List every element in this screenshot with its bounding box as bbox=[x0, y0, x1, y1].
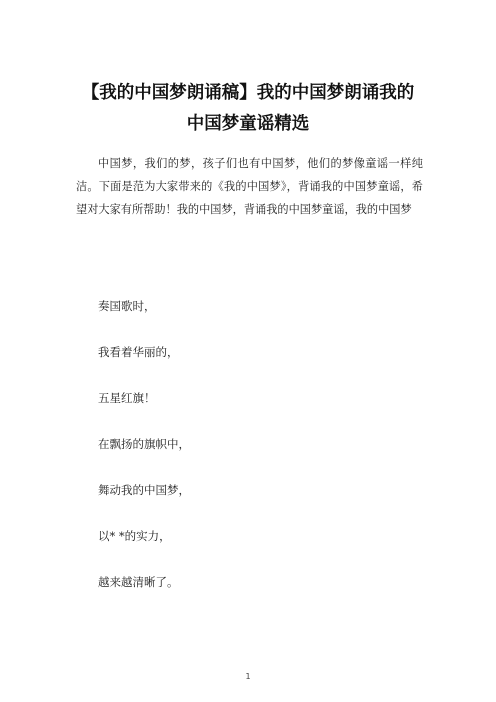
poem-line: 舞动我的中国梦， bbox=[98, 483, 190, 497]
title-line-1: 【我的中国梦朗诵稿】我的中国梦朗诵我的 bbox=[81, 83, 415, 103]
poem-line: 奏国歌时， bbox=[98, 299, 156, 313]
poem-line: 我看着华丽的， bbox=[98, 345, 179, 359]
page-number: 1 bbox=[245, 672, 251, 681]
poem-line: 越来越清晰了。 bbox=[98, 575, 179, 589]
title-line-2: 中国梦童谣精选 bbox=[186, 114, 310, 134]
poem-line: 在飘扬的旗帜中， bbox=[98, 437, 190, 451]
poem-line: 以* *的实力， bbox=[98, 529, 171, 543]
intro-paragraph: 中国梦，我们的梦，孩子们也有中国梦，他们的梦像童谣一样纯洁。下面是范为大家带来的《我的中国梦》，背诵我的中国梦童谣，希望对大家有所帮助！我的中国梦，背诵我的中国梦童谣，我的中国梦 bbox=[76, 157, 423, 216]
document-title bbox=[60, 78, 436, 140]
poem-line: 五星红旗！ bbox=[98, 391, 156, 405]
poem bbox=[98, 296, 190, 618]
